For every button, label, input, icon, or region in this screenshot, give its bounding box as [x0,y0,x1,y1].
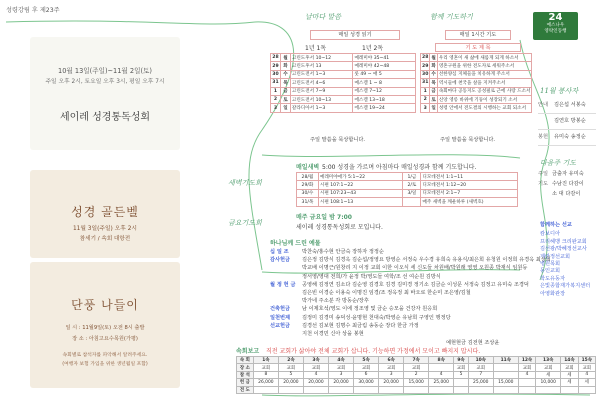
prayer-topic: 영혼구원을 위한 전도자로 세워주소서 [437,62,532,70]
reading-camp-times: 주일 오후 2시, 토요일 오후 3시, 평일 오후 7시 [45,79,165,85]
cell-value: 교회 [379,364,404,371]
offering-names: 김경선 김보현 김명수 최금림 송동순 장다 한금 가정 [302,322,419,329]
mission-item: 프리헤맹 크리완교회 [540,238,587,245]
cell-header: 1속 [253,357,278,364]
cell-value [328,386,353,393]
cell-value: 교회 [328,364,353,371]
reading-plan-a: 고린도후서 13 [290,62,353,70]
cell-row-label: 장 소 [237,364,254,371]
cell-value: 26,000 [253,379,278,386]
offering-names: 공영해 김정연 김소다 김순영 김경호 김경 김미경 정기소 김금순 이성문 서정숙 김정고 유미숙 조경덕 [302,281,529,288]
prayer-date: 28 [422,55,429,61]
reading-date: 29 [272,63,279,69]
dawn-table [296,172,518,207]
prayer-row [421,54,532,62]
next-prayer-title: 다음주 기도 [540,159,577,167]
offering-kind: 감사헌금 [270,257,291,264]
daily-reading-row [271,104,416,112]
cell-header: 15속 [578,357,595,364]
cell-report-notice: 직전 교회가 삶아야 전체 교회가 삽니다. 기능하면 가정에서 모이고 빠지지 맙시다. [266,348,481,355]
prayer-row [421,104,532,112]
cell-row-label: 참 석 [237,371,254,378]
cell-header: 5속 [354,357,379,364]
cell-value [278,386,303,393]
daily-word-title: 날마다 말씀 [305,13,342,21]
next-prayer-role: 주일 [538,171,549,178]
reading-weekday: 화 [280,62,290,70]
dawn-title: 새벽기도회 [228,179,262,187]
cell-report-table [236,356,596,394]
cell-header: 속 회 [237,357,254,364]
dawn-label: 매일새벽 [296,164,320,171]
reading-plan-a: 고린도후서 10~12 [290,54,353,62]
leader-role: 안내 [538,101,549,108]
reading-weekday: 월 [280,54,290,62]
offerings-title: 하나님께 드린 예물 [270,240,321,247]
mission-item: 계란정선교회 [540,253,571,260]
cell-value: 4 [303,371,328,378]
offering-kind: 건축헌금 [270,306,291,313]
prayer-date: 3 [421,104,430,112]
reading-date: 30 [272,71,279,77]
reading-plan-b: 에스겔 13~18 [353,95,416,103]
reading-plan-a: 갈라디아서 1~3 [290,104,353,112]
friday-time: 매주 금요일 밤 7:00 [296,214,352,221]
cell-value: 교회 [278,364,303,371]
offering-names: 김은빈 이경순 이용숙 이명진 임경/조 정옥정 최 바오로 한순미 조은영/김철 [302,289,471,296]
cell-value: 20,000 [303,379,328,386]
dawn-passage-2: 매주 새벽을 깨운하루 (새벽호) [421,198,518,206]
prayer-title: 함께 기도하기 [430,13,473,21]
picnic-card [30,262,180,388]
cell-header: 13속 [536,357,561,364]
cell-value: 20,000 [328,379,353,386]
offering-row [270,281,529,290]
offering-row [270,315,520,323]
prayer-topic: 우리 영혼이 새 삶에 새롭게 되게 하소서 [437,54,532,62]
logo-number: 24 [548,12,563,23]
reading-plan-a: 고린도전서 1~3 [290,70,353,78]
offering-names: 정서영/영대 전희/가 윤정 박/영도들 여학/조 선 여순원 김방식 [302,273,441,280]
cell-header: 11속 [493,357,518,364]
daily-reading-footer: 주일 말씀을 묵상합니다. [310,137,366,143]
daily-reading-table [270,53,416,113]
cell-value [468,386,493,393]
cell-value [379,386,404,393]
cell-header: 9속 [454,357,469,364]
cell-header: 4속 [328,357,353,364]
reading-plan-b: 에스겔 7~12 [353,87,416,95]
dawn-passage: 시편 108:1~13 [318,198,403,206]
cell-row [237,364,596,371]
reading-date: 2 [271,95,281,103]
dawn-date-2: 1/금 [403,173,421,181]
offering-kind: 일천번제 [270,314,291,321]
friday-desc: 세이레 성경통독성회로 모입니다. [296,224,383,231]
reading-weekday: 수 [280,70,290,78]
cell-value [518,379,535,386]
offering-names: 남 이제호석/영도 이에 정조영 및 금순 승모을 건강자 원응희 [302,306,438,313]
next-prayer-list [538,170,596,200]
dawn-date: 31/목 [297,198,319,206]
next-prayer-row [538,180,596,190]
offering-row [270,249,520,257]
cell-value: 교회 [303,364,328,371]
cell-value: 교회 [404,364,429,371]
cell-value: 교회 [253,364,278,371]
cell-value: 교회 [536,364,561,371]
offerings-collector: 예현현금 김전현 조상윤 [446,340,500,346]
cell-value [578,386,595,393]
cell-header: 8속 [429,357,454,364]
reading-plan-b: 룻 49 ~ 애 5 [353,70,416,78]
prayer-row [421,62,532,70]
dawn-date: 30/수 [297,189,319,197]
daily-reading-col1: 1년 1독 [305,45,327,52]
dawn-date: 28/월 [297,173,319,181]
cell-value: 교회 [518,364,535,371]
cell-value: 교회 [578,364,595,371]
offering-kind [270,290,302,298]
logo-line2: 예스나우 [546,23,565,28]
cell-value: 교회 [354,364,379,371]
friday-title: 금요기도회 [228,219,262,227]
prayer-row [421,87,532,95]
cell-value: 2 [404,371,429,378]
cell-value: 4 [429,371,454,378]
cell-header: 6속 [379,357,404,364]
cell-row [237,371,596,378]
dawn-row [297,198,518,206]
prayer-date: 31 [422,80,429,86]
picnic-place: 장 소 : 아침고요수목원(가평) [72,336,138,342]
dawn-passage-2: 디모데전서 2:1~7 [421,189,518,197]
reading-weekday: 일 [280,104,290,112]
cell-value: 교회 [454,364,469,371]
dawn-passage-2: 디모데전서 1:12~20 [421,181,518,189]
cell-row-label: 전 도 [237,386,254,393]
cell-value [429,386,454,393]
cell-value [253,386,278,393]
offering-kind: 선교헌금 [270,322,291,329]
reading-date: 3 [271,104,281,112]
daily-reading-row [271,79,416,87]
cell-header: 3속 [303,357,328,364]
cell-value: 20,000 [379,379,404,386]
reading-plan-b: 에스겔 19~24 [353,104,416,112]
offering-row [270,306,520,314]
cell-value [518,386,535,393]
cell-value: 세 [578,379,595,386]
cell-value [536,386,561,393]
reading-plan-a: 고린도전서 4~6 [290,79,353,87]
cell-value: 교회 [561,364,578,371]
logo-line3: 영락인동행 [544,29,567,34]
prayer-sub: 기 도 제 목 [435,43,521,52]
picnic-title: 단풍 나들이 [71,298,139,312]
cell-value: 4 [578,371,595,378]
dawn-passage: 시편 107:23~43 [318,189,403,197]
cell-value: 5 [454,371,469,378]
cell-value: 6 [354,371,379,378]
offering-row [270,331,520,339]
reading-plan-a: 고린도전서 7~9 [290,87,353,95]
prayer-topic: 성령 안에서 전도결의 시행하는 교회 되소서 [437,104,532,112]
picnic-time: 일 시 : 11월9일(토) 오전 8시 출발 [65,325,145,331]
prayer-date: 1 [421,87,430,95]
dawn-desc: 5:00 성경을 가르며 아침마다 매일성경과 함께 기도합니다. [322,164,477,171]
prayer-weekday: 목 [430,79,437,87]
cell-value: 5 [278,371,303,378]
daily-reading-row [271,54,416,62]
leaders-title: 11월 봉사자 [540,87,579,95]
next-prayer-names: 소 대 다감이 [552,191,581,198]
daily-reading-row [271,70,416,78]
offering-row [270,323,520,331]
prayer-topic: 역시들에 천국을 살을 지켜주소서 [437,79,532,87]
cell-value: 세 [561,371,578,378]
prayer-topic: 신앙 영롱 바위에 기둥이 성장되기 소서 [437,95,532,103]
missions-list [540,222,598,298]
daily-reading-header: 매일 성경 읽기 [310,30,400,40]
offering-kind [270,331,302,339]
prayer-table [420,53,532,113]
mission-item: 은빛종합재가복지센터 [540,283,591,290]
prayer-date: 30 [422,71,429,77]
cell-row [237,386,596,393]
golden-bell-card [30,170,180,258]
missions-heading: 함께하는 선교 [540,222,572,228]
reading-plan-b: 예레미야 42~48 [353,62,416,70]
leader-role: 봉헌 [538,133,549,140]
prayer-topic: 선한양심 지체들을 치유하게 주소서 [437,70,532,78]
leaders-list [538,98,596,146]
cell-value [493,386,518,393]
cell-value [404,386,429,393]
cell-value: 세 [536,371,561,378]
cell-value [493,364,518,371]
offering-names: 김정미 김경미 송덕성·윤명현 천대숙/박영순 유남희 구영인 행정당 [302,314,451,321]
cell-value: 15,000 [493,379,518,386]
cell-value [429,364,454,371]
prayer-weekday: 월 [430,54,437,62]
leader-row [538,114,596,130]
dawn-date-2 [403,198,421,206]
prayer-date: 2 [421,95,430,103]
dawn-row [297,173,518,181]
offering-kind [270,265,302,273]
cell-value: 세 [561,379,578,386]
next-prayer-names: 수남진 다감이 [552,181,584,188]
picnic-note2: (여행자 보험 가입을 위한 생년월일 포함) [62,362,148,367]
picnic-note1: 속회별로 참석자를 파악해서 알려주세요. [62,353,148,358]
offering-names: 박교배 이명근/원창리 지 이정 교회 이한 이오식 세 신도들 차원배/박원래 영영 오원종 박재식 임원등 [302,265,528,272]
prayer-header: 매일 1시간 기도 [445,30,511,40]
reading-plan-b: 예레미야 35~41 [353,54,416,62]
page-title: 성령강림 후 제23주 [6,7,60,14]
offering-kind: 십 일 조 [270,249,289,255]
cell-header: 14속 [561,357,578,364]
prayer-weekday: 일 [430,104,437,112]
offering-row [270,265,528,273]
cell-header: 12속 [518,357,535,364]
prayer-row [421,95,532,103]
reading-weekday: 금 [280,87,290,95]
cell-value: 25,000 [468,379,493,386]
cell-value: 25,000 [429,379,454,386]
cell-value [454,386,469,393]
prayer-weekday: 화 [430,62,437,70]
church-logo [533,12,578,40]
dawn-date: 29/화 [297,181,319,189]
prayer-topic: 속회마다 공동지도 공성필로 근에 사랑 드소서 [437,87,532,95]
cell-header: 10속 [468,357,493,364]
reading-camp-dates: 10월 13일(주일)~11월 2일(토) [58,67,152,75]
daily-reading-row [271,95,416,103]
daily-reading-row [271,87,416,95]
reading-weekday: 토 [280,95,290,103]
next-prayer-row [538,190,596,200]
prayer-weekday: 수 [430,70,437,78]
golden-bell-detail: 참세기 / 속회 대항전 [79,236,131,242]
leader-names: 유미숙 송정순 [554,133,586,140]
reading-plan-b: 예스겔 1 ~ 8 [353,79,416,87]
offering-names: 박찬숙/홍수현 안금숙 장하자 정정순 [302,249,384,255]
reading-date: 31 [272,80,279,86]
mission-item: 동인교회 [540,268,561,275]
next-prayer-names: 금출자 유미숙 [552,171,584,178]
dawn-date-2: 2/토 [403,181,421,189]
prayer-date: 29 [422,63,429,69]
next-prayer-row [538,170,596,180]
cell-value: 3 [328,371,353,378]
leader-names: 김은섭 서봉숙 [554,101,586,108]
cell-value: 3 [379,371,404,378]
leader-names: 김연호 방봉순 [554,117,586,124]
prayer-weekday: 금 [430,87,437,95]
cell-value [561,386,578,393]
offering-names: 김은정 김방식 김경옥 김순섭/정영요 방영순 서정숙 우수경 유희숙 유용식/최은희 유청원 이정희 유경옥 최상희 [302,257,551,264]
leader-row [538,98,596,114]
cell-value: 30,000 [354,379,379,386]
mission-item: 학도유동자 [540,275,566,282]
mission-item: 아영화관장 [540,290,566,297]
mission-item: 김선광/박혜정선교사 [540,246,587,253]
prayer-row [421,70,532,78]
cell-value [454,379,469,386]
cell-value: 4 [518,371,535,378]
cell-row [237,379,596,386]
reading-date: 1 [271,87,281,95]
cell-value: 교회 [468,364,493,371]
cell-value [303,386,328,393]
dawn-passage-2: 디모데전서 1:1~11 [421,173,518,181]
cell-report-title: 속회보고 [236,348,260,355]
offering-row [270,290,520,298]
cell-value [493,371,518,378]
dawn-passage: 예레미야애가 5:1~22 [318,173,403,181]
cell-value [354,386,379,393]
offering-row [270,274,520,282]
cell-value: 10,000 [536,379,561,386]
cell-header: 2속 [278,357,303,364]
golden-bell-title: 성경 골든벨 [71,205,139,219]
reading-plan-a: 고린도전서 10~13 [290,95,353,103]
offering-kind [270,274,302,282]
reading-weekday: 목 [280,79,290,87]
cell-value: 15,000 [404,379,429,386]
next-prayer-role: 기도 [538,181,549,188]
reading-date: 28 [272,55,279,61]
cell-header: 7속 [404,357,429,364]
mission-item: 캄보디아 [540,231,561,238]
cell-value: 7 [468,371,493,378]
offering-names: 지천 이경민 신아 상을 봉현 [302,330,364,337]
prayer-weekday: 토 [430,95,437,103]
leader-row [538,130,596,146]
prayer-footer: 주일 말씀을 묵상합니다. [440,137,496,143]
offering-kind: 월 정 헌 금 [270,281,296,288]
dawn-passage: 시편 107:1~22 [318,181,403,189]
dawn-date-2: 3/일 [403,189,421,197]
golden-bell-date: 11월 3일(주일) 오후 2시 [72,226,137,232]
daily-reading-col2: 1년 2독 [362,45,384,52]
cell-row-label: 헌 금 [237,379,254,386]
daily-reading-row [271,62,416,70]
reading-camp-title: 세이레 성경통독성회 [59,112,151,123]
offering-names: 박가네 주소분 각 방동순/장후 [302,298,369,305]
reading-camp-card [30,37,180,150]
dawn-row [297,181,518,189]
dawn-row [297,189,518,197]
cell-value: 8 [253,371,278,378]
prayer-row [421,79,532,87]
cell-value: 20,000 [278,379,303,386]
mission-item: 병원목회 [540,261,561,268]
